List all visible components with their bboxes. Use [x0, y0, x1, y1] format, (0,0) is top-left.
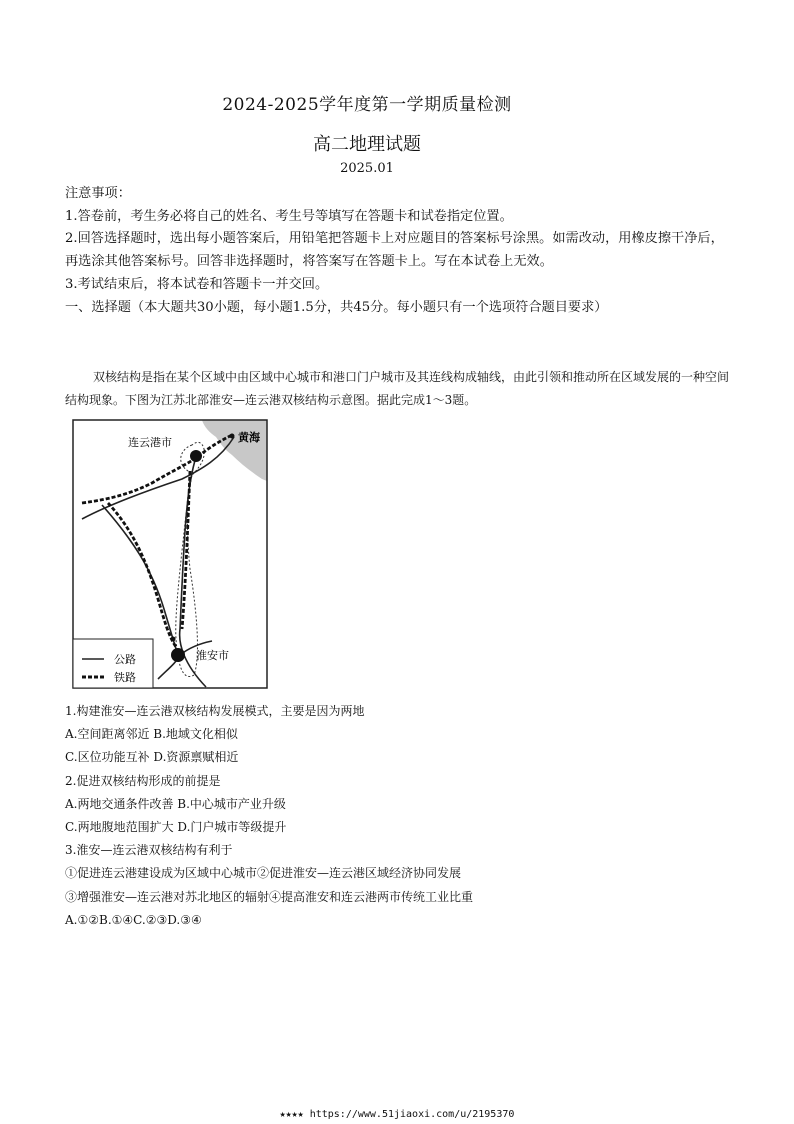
port-marker	[230, 434, 235, 439]
exam-title: 2024-2025学年度第一学期质量检测	[222, 95, 512, 115]
dual-core-map	[72, 419, 268, 689]
exam-date: 2025.01	[340, 161, 394, 176]
footer-link[interactable]: ★★★★ https://www.51jiaoxi.com/u/2195370	[279, 1109, 515, 1120]
q3-statement-line1: ①促进连云港建设成为区域中心城市②促进淮安—连云港区域经济协同发展	[65, 866, 462, 881]
sea-area	[202, 420, 267, 481]
q1-stem: 1.构建淮安—连云港双核结构发展模式，主要是因为两地	[65, 704, 365, 718]
q3-options: A.①②B.①④C.②③D.③④	[65, 912, 202, 927]
q2-options-line2: C.两地腹地范围扩大 D.门户城市等级提升	[65, 820, 287, 835]
huaian-marker	[171, 648, 185, 662]
legend-rail-label: 铁路	[114, 671, 136, 684]
section-heading: 一、选择题（本大题共30小题，每小题1.5分，共45分。每小题只有一个选项符合题目要求）	[65, 299, 608, 315]
sea-label: 黄海	[238, 431, 260, 444]
q2-options-line1: A.两地交通条件改善 B.中心城市产业升级	[65, 796, 286, 811]
q1-options-line1: A.空间距离邻近 B.地域文化相似	[65, 727, 238, 742]
note-item-3: 3.考试结束后，将本试卷和答题卡一并交回。	[65, 276, 329, 292]
junction-marker	[171, 637, 176, 642]
note-item-1: 1.答卷前，考生务必将自己的姓名、考生号等填写在答题卡和试卷指定位置。	[65, 208, 513, 224]
questions	[65, 700, 731, 932]
q1-options-line2: C.区位功能互补 D.资源禀赋相近	[65, 750, 239, 765]
road-line	[102, 505, 178, 655]
q2-stem: 2.促进双核结构形成的前提是	[65, 773, 221, 788]
q3-stem: 3.淮安—连云港双核结构有利于	[65, 843, 233, 858]
passage	[65, 366, 731, 411]
notes-section	[65, 183, 731, 319]
passage-text: 双核结构是指在某个区域中由区域中心城市和港口门户城市及其连线构成轴线，由此引领和推动所在区域发展的一种空间结构现象。下图为江苏北部淮安—连云港双核结构示意图。据此完成1～3题。	[65, 370, 730, 407]
q3-statement-line2: ③增强淮安—连云港对苏北地区的辐射④提高淮安和连云港两市传统工业比重	[65, 889, 474, 904]
legend-box	[73, 639, 153, 688]
lianyungang-marker	[190, 450, 202, 462]
note-item-2: 2.回答选择题时，选出每小题答案后，用铅笔把答题卡上对应题目的答案标号涂黑。如需改动，用橡皮擦干净后，再选涂其他答案标号。回答非选择题时，将答案写在答题卡上。写在本试卷上无效。	[65, 231, 724, 270]
subject-title: 高二地理试题	[313, 134, 421, 155]
notes-heading: 注意事项：	[65, 186, 131, 201]
lianyungang-label: 连云港市	[128, 436, 172, 449]
huaian-label: 淮安市	[196, 649, 229, 662]
legend-road-label: 公路	[114, 653, 136, 666]
